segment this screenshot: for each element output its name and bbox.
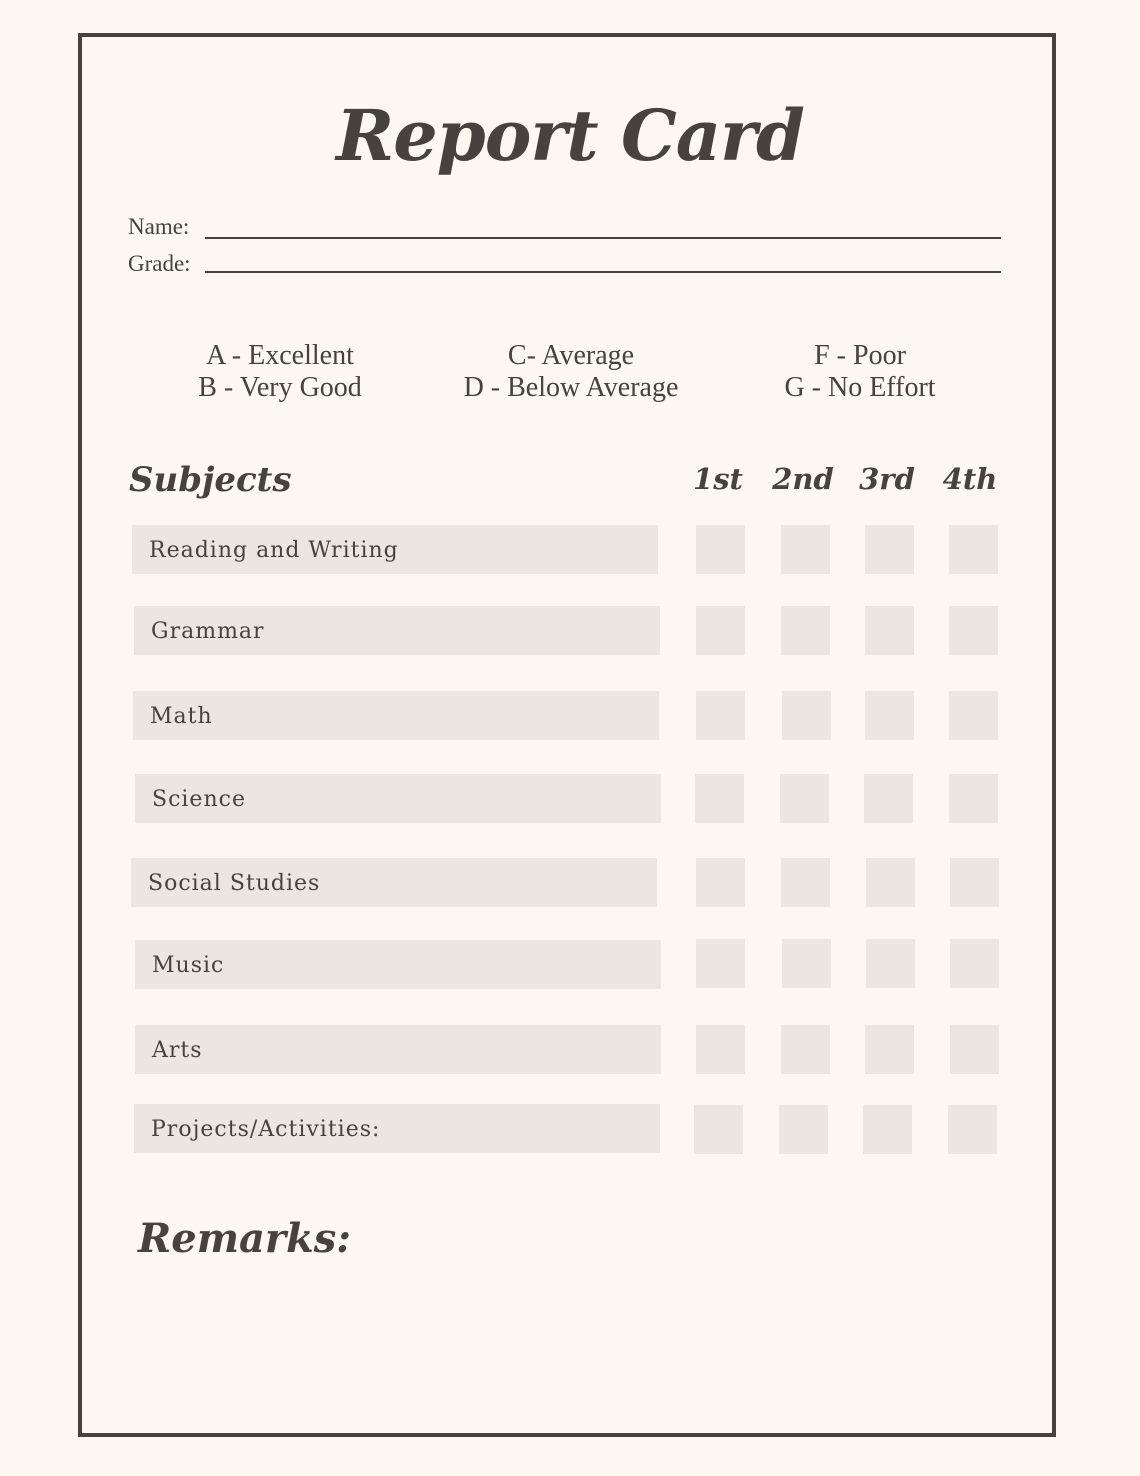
grade-box-music-q1[interactable] <box>696 939 745 988</box>
grade-box-arts-q1[interactable] <box>696 1025 745 1074</box>
subject-science: Science <box>135 774 661 823</box>
grade-box-arts-q2[interactable] <box>781 1025 830 1074</box>
grade-box-music-q2[interactable] <box>782 939 831 988</box>
subject-reading-and-writing: Reading and Writing <box>132 525 658 574</box>
legend-item: D - Below Average <box>463 372 679 403</box>
grade-box-grammar-q4[interactable] <box>949 606 998 655</box>
remarks-heading: Remarks: <box>138 1215 352 1262</box>
grade-box-projects-q3[interactable] <box>863 1105 912 1154</box>
grade-box-science-q2[interactable] <box>780 774 829 823</box>
quarter-heading-1st: 1st <box>693 462 743 496</box>
quarter-heading-3rd: 3rd <box>859 462 915 496</box>
grade-box-grammar-q1[interactable] <box>696 606 745 655</box>
subject-math: Math <box>133 691 659 740</box>
legend-item: A - Excellent <box>206 340 354 371</box>
grade-box-science-q4[interactable] <box>949 774 998 823</box>
grade-box-social-q2[interactable] <box>781 858 830 907</box>
legend-column-1 <box>130 340 430 404</box>
quarter-heading-4th: 4th <box>942 462 998 496</box>
name-field[interactable] <box>205 237 1001 239</box>
grade-box-science-q3[interactable] <box>864 774 913 823</box>
quarter-heading-2nd: 2nd <box>772 462 834 496</box>
legend-item: B - Very Good <box>198 372 362 403</box>
grade-box-music-q4[interactable] <box>950 939 999 988</box>
grade-label: Grade: <box>128 251 191 276</box>
subject-social-studies: Social Studies <box>131 858 657 907</box>
legend-item: F - Poor <box>814 340 906 371</box>
legend-column-3 <box>710 340 1010 404</box>
grade-box-arts-q4[interactable] <box>950 1025 999 1074</box>
page-title: Report Card <box>336 94 804 177</box>
grade-field[interactable] <box>205 271 1001 273</box>
subject-music: Music <box>135 940 661 989</box>
grade-box-arts-q3[interactable] <box>865 1025 914 1074</box>
grade-box-math-q1[interactable] <box>696 691 745 740</box>
grade-box-projects-q1[interactable] <box>694 1105 743 1154</box>
grade-box-social-q1[interactable] <box>696 858 745 907</box>
grade-box-reading-q3[interactable] <box>865 525 914 574</box>
grade-box-reading-q4[interactable] <box>949 525 998 574</box>
grade-box-reading-q1[interactable] <box>696 525 745 574</box>
grade-box-social-q3[interactable] <box>866 858 915 907</box>
legend-column-2 <box>421 340 721 404</box>
grade-box-grammar-q2[interactable] <box>781 606 830 655</box>
grade-box-math-q4[interactable] <box>949 691 998 740</box>
grade-box-social-q4[interactable] <box>950 858 999 907</box>
grade-box-music-q3[interactable] <box>866 939 915 988</box>
grade-box-projects-q2[interactable] <box>779 1105 828 1154</box>
subject-arts: Arts <box>135 1025 661 1074</box>
grade-box-projects-q4[interactable] <box>948 1105 997 1154</box>
grade-box-math-q2[interactable] <box>782 691 831 740</box>
legend-item: C- Average <box>507 340 635 371</box>
subject-projects-activities: Projects/Activities: <box>134 1104 660 1153</box>
legend-item: G - No Effort <box>784 372 936 403</box>
subjects-heading: Subjects <box>129 460 292 500</box>
name-label: Name: <box>128 214 190 239</box>
grade-box-reading-q2[interactable] <box>781 525 830 574</box>
grade-box-science-q1[interactable] <box>695 774 744 823</box>
grade-box-math-q3[interactable] <box>865 691 914 740</box>
subject-grammar: Grammar <box>134 606 660 655</box>
grade-box-grammar-q3[interactable] <box>865 606 914 655</box>
